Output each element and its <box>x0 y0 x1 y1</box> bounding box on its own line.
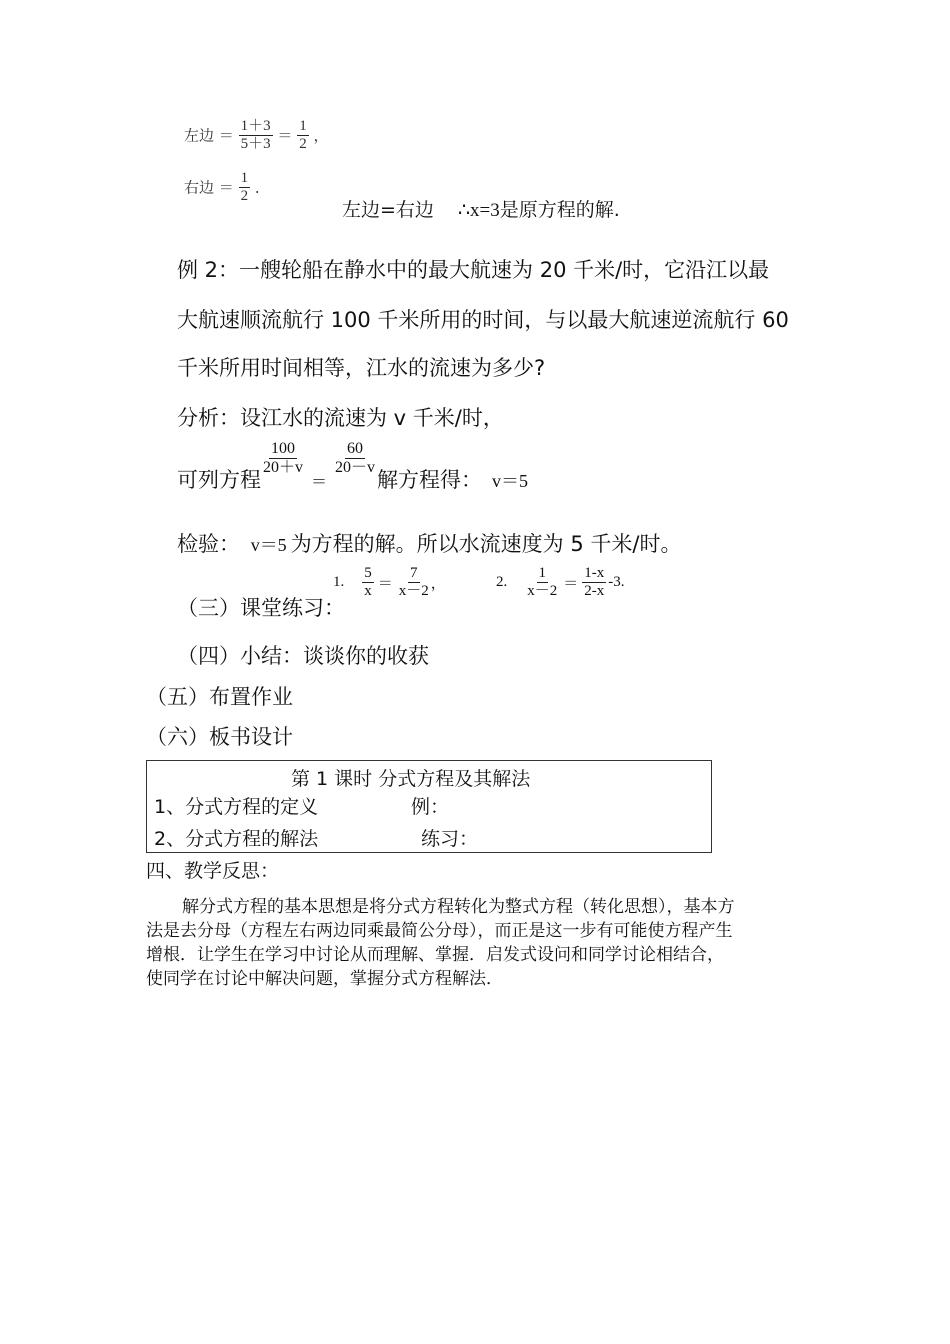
solve-value: v＝5 <box>492 471 529 491</box>
example2-line2: 大航速顺流航行 100 千米所用的时间，与以最大航速逆流航行 60 <box>177 308 789 332</box>
fraction-denominator: x－2 <box>398 583 429 600</box>
board-design-box <box>146 760 712 853</box>
reflection-line2: 法是去分母（方程左右两边同乘最简公分母），而正是这一步有可能使方程产生 <box>146 921 733 941</box>
p1-fraction-1 <box>362 565 374 601</box>
check-label: 检验： <box>177 532 240 556</box>
fraction-numerator: 7 <box>408 565 420 583</box>
equals-sign: ＝ <box>277 126 293 145</box>
p2-fraction-2 <box>582 565 606 601</box>
verification-conclusion <box>342 195 620 222</box>
fraction-left-1 <box>239 118 273 154</box>
conclusion-therefore: ∴x=3 <box>457 200 500 221</box>
check-value: v＝5 <box>250 535 287 555</box>
practice-label: （三）课堂练习： <box>177 596 345 620</box>
reflection-heading: 四、教学反思： <box>146 860 280 882</box>
practice-problem-2 <box>496 565 625 601</box>
problem-index: 1. <box>333 574 345 591</box>
equals-sign: ＝ <box>311 474 328 491</box>
solve-label: 解方程得： <box>377 468 483 492</box>
fraction-numerator: 1 <box>297 118 309 136</box>
fraction-denominator: 5＋3 <box>240 136 271 153</box>
fraction-numerator: 1＋3 <box>239 118 273 136</box>
board-design-section: （六）板书设计 <box>146 725 293 749</box>
fraction-denominator: 2-x <box>584 583 605 600</box>
check-line <box>177 528 681 558</box>
board-row2-left: 2、分式方程的解法 <box>154 828 319 850</box>
p1-fraction-2 <box>397 565 431 601</box>
expression-tail: -3. <box>608 574 625 591</box>
reflection-line3: 增根．让学生在学习中讨论从而理解、掌握．启发式设问和同学讨论相结合， <box>146 945 724 965</box>
equation-fraction-2 <box>333 440 377 478</box>
fraction-numerator: 60 <box>345 440 365 459</box>
conclusion-text: 是原方程的解. <box>499 199 620 221</box>
fraction-left-2 <box>297 118 309 154</box>
equation-line <box>177 440 528 500</box>
period: ． <box>254 178 270 197</box>
equals-sign: ＝ <box>218 178 234 197</box>
fraction-denominator: 2 <box>299 136 307 153</box>
equals-sign: ＝ <box>563 576 579 593</box>
conclusion-equality: 左边=右边 <box>342 199 434 221</box>
board-row1-left: 1、分式方程的定义 <box>154 796 319 818</box>
fraction-numerator: 5 <box>362 565 374 583</box>
fraction-right <box>239 170 251 206</box>
example2-line3: 千米所用时间相等，江水的流速为多少? <box>177 356 546 380</box>
right-label: 右边 <box>184 178 215 197</box>
p2-fraction-1 <box>525 565 559 601</box>
example2-line1: 例 2：一艘轮船在静水中的最大航速为 20 千米/时，它沿江以最 <box>177 258 770 282</box>
fraction-denominator: 20＋v <box>263 459 304 477</box>
homework-section: （五）布置作业 <box>146 685 293 709</box>
fraction-numerator: 1-x <box>582 565 606 583</box>
fraction-denominator: 2 <box>240 188 249 205</box>
board-title: 第 1 课时 分式方程及其解法 <box>291 768 531 790</box>
problem-index: 2. <box>496 574 508 591</box>
board-row2-right: 练习： <box>421 828 479 850</box>
fraction-numerator: 1 <box>239 170 251 188</box>
practice-problem-1 <box>333 565 446 601</box>
reflection-line1: 解分式方程的基本思想是将分式方程转化为整式方程（转化思想），基本方 <box>182 897 735 917</box>
fraction-denominator: x－2 <box>527 583 558 600</box>
fraction-numerator: 100 <box>269 440 297 459</box>
board-row1-right: 例： <box>411 796 450 818</box>
equation-label: 可列方程 <box>177 468 261 492</box>
equals-sign: ＝ <box>218 126 234 145</box>
check-text: 为方程的解。所以水流速度为 5 千米/时。 <box>290 532 682 556</box>
summary-section: （四）小结：谈谈你的收获 <box>177 644 429 668</box>
analysis-line: 分析：设江水的流速为 v 千米/时， <box>177 406 504 430</box>
fraction-numerator: 1 <box>537 565 549 583</box>
left-label: 左边 <box>184 126 215 145</box>
comma: ， <box>313 126 329 145</box>
equals-sign: ＝ <box>377 576 393 593</box>
equation-fraction-1 <box>261 440 305 478</box>
comma: ， <box>430 576 446 593</box>
left-side-line <box>184 118 328 154</box>
reflection-line4: 使同学在讨论中解决问题，掌握分式方程解法． <box>146 969 503 989</box>
right-side-line <box>184 170 270 206</box>
fraction-denominator: 20－v <box>335 459 376 477</box>
fraction-denominator: x <box>364 583 372 600</box>
